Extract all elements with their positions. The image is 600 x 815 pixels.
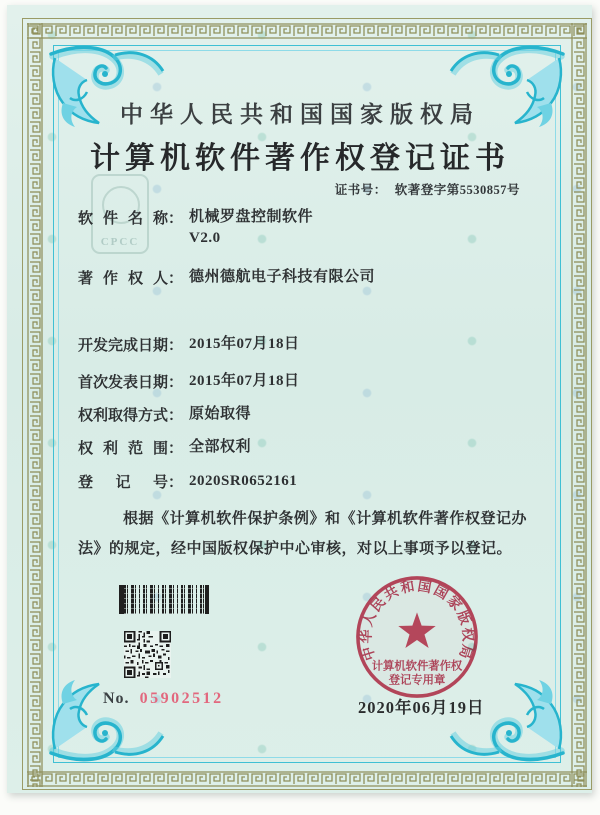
certificate-number-line [335,180,520,198]
greek-key-border-top [27,23,587,39]
field-value: 机械罗盘控制软件 [189,209,314,225]
field-label: 软件名称 [78,211,168,227]
seal-line1: 计算机软件著作权 [371,660,463,673]
field-label: 登记号 [78,475,168,491]
field-colon: ： [168,375,184,391]
field-value: 全部权利 [189,439,252,455]
field-value: 2020SR0652161 [189,473,298,489]
field-row-dev-complete-date [78,334,300,355]
official-red-seal [353,573,481,701]
issuer-title: 中华人民共和国国家版权局 [120,102,480,127]
greek-key-border-bottom [27,771,587,787]
seal-ring-text: 中华人民共和国国家版权局 [358,578,476,663]
field-label: 著作权人 [78,271,168,287]
field-colon: ： [168,338,184,354]
field-value: 德州德航电子科技有限公司 [189,269,376,285]
field-value: 2015年07月18日 [189,336,300,352]
issue-date: 2020年06月19日 [358,698,485,717]
field-label: 开发完成日期 [78,338,169,354]
field-label: 首次发表日期 [78,375,169,391]
certificate-number-label: 证书号： [334,183,387,197]
field-colon: ： [168,441,184,457]
field-colon: ： [168,475,184,491]
certificate-title: 计算机软件著作权登记证书 [90,142,510,175]
field-label: 权利范围 [78,441,168,457]
field-value-version: V2.0 [189,230,221,246]
serial-value: 05902512 [139,690,224,707]
cpcc-emboss-text: CPCC [100,236,140,248]
field-row-registration-number [78,471,297,492]
serial-number-line [103,690,224,708]
field-value: 2015年07月18日 [189,373,300,389]
seal-line2: 登记专用章 [388,674,446,687]
certificate-number-value: 软著登字第5530857号 [394,183,520,197]
qr-code-icon [124,631,171,678]
field-row-rights-scope [78,437,251,458]
field-row-first-publish-date [78,371,300,392]
field-label: 权利取得方式 [78,408,169,424]
field-colon: ： [168,408,184,424]
serial-prefix: No. [103,690,130,707]
field-row-rights-acquisition [78,404,251,425]
barcode-icon [119,585,209,614]
field-row-software-name [78,207,313,249]
registration-statement: 根据《计算机软件保护条例》和《计算机软件著作权登记办法》的规定，经中国版权保护中心审核，对以上事项予以登记。 [78,511,527,557]
field-colon: ： [168,211,184,227]
field-row-copyright-owner [78,267,375,288]
field-colon: ： [168,271,184,287]
field-value: 原始取得 [189,406,252,422]
